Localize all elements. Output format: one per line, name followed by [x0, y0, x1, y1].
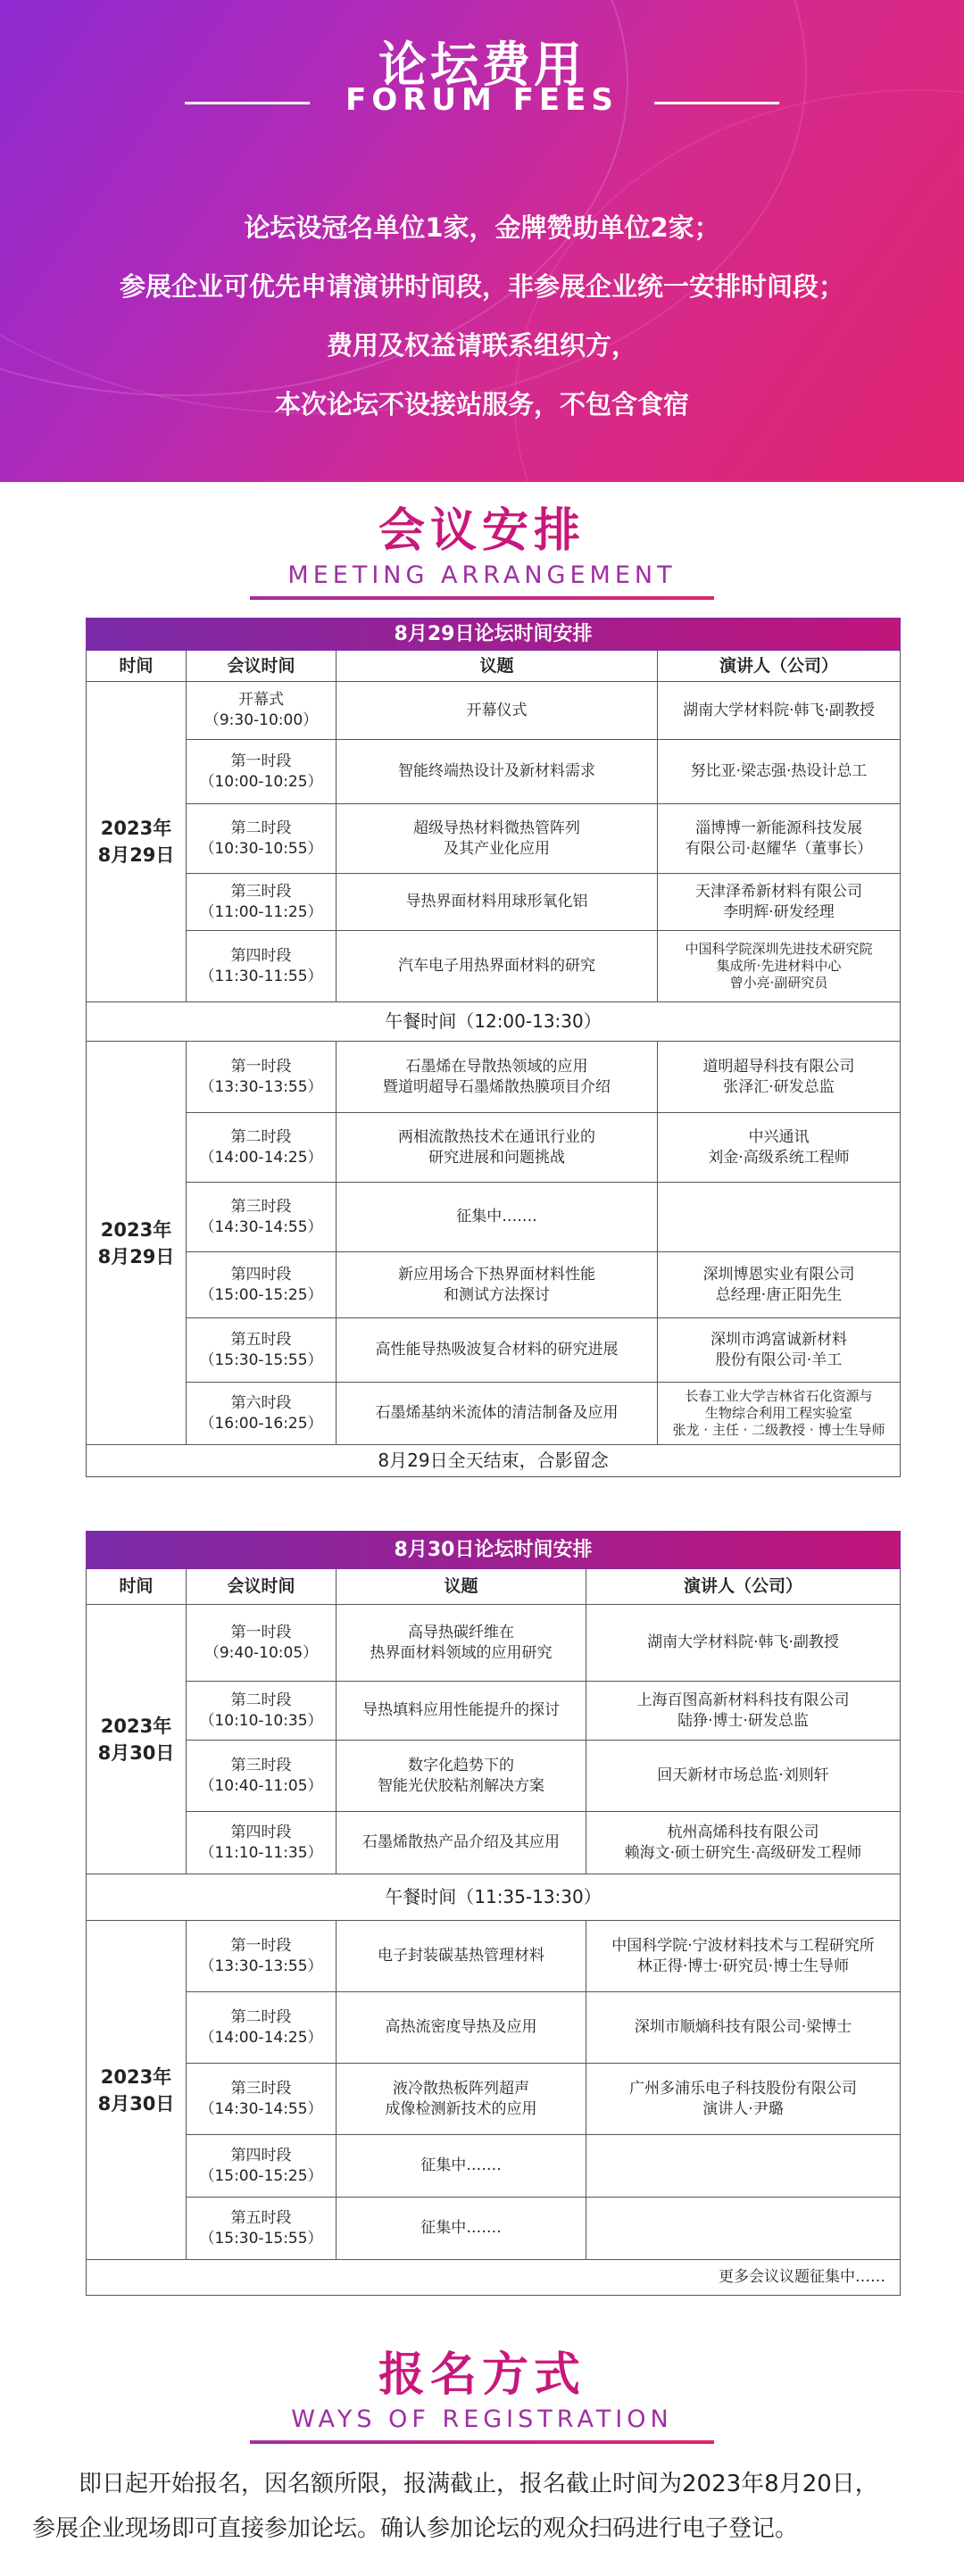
speaker-line: 演讲人·尹璐: [702, 2099, 784, 2118]
slot-cell: [187, 2198, 337, 2260]
slot-time: （11:10-11:35）: [199, 1843, 323, 1862]
speaker-line: 湖南大学材料院·韩飞·副教授: [683, 701, 875, 719]
speaker-cell: [586, 2198, 901, 2260]
speaker-cell: [586, 2135, 901, 2198]
table-caption: 8月29日论坛时间安排: [87, 619, 901, 651]
more-topics-note: 更多会议议题征集中……: [87, 2260, 901, 2296]
slot-time: （11:30-11:55）: [199, 967, 323, 985]
slot-time: （10:40-11:05）: [199, 1776, 323, 1795]
schedule-row: [87, 804, 901, 874]
speaker-cell: [586, 1682, 901, 1741]
slot-time: （10:30-10:55）: [199, 839, 323, 858]
date-cell: [87, 1605, 187, 1874]
registration-header: [0, 2337, 964, 2444]
speaker-line: 有限公司·赵耀华（董事长）: [685, 839, 873, 858]
date-cell: [87, 682, 187, 1002]
fees-text: [0, 198, 964, 434]
speaker-line: 回天新材市场总监·刘则轩: [657, 1766, 829, 1784]
slot-cell: [187, 1605, 337, 1682]
topic-cell: [337, 1183, 658, 1252]
speaker-line: 天津泽希新材料有限公司: [695, 882, 862, 901]
slot-label: 第二时段: [230, 1127, 292, 1146]
slot-cell: [187, 1318, 337, 1383]
schedule-row: [87, 1741, 901, 1812]
topic-line: 智能终端热设计及新材料需求: [398, 762, 595, 780]
speaker-line: 杭州高烯科技有限公司: [667, 1823, 819, 1841]
date-cell: [87, 1921, 187, 2260]
slot-time: （15:00-15:25）: [199, 1285, 323, 1304]
date-line: 2023年: [100, 818, 172, 839]
date-line: 8月29日: [97, 844, 175, 866]
speaker-line: 深圳博恩实业有限公司: [702, 1265, 855, 1284]
speaker-line: 生物综合利用工程实验室: [704, 1405, 852, 1421]
schedule-row: [87, 2135, 901, 2198]
speaker-line: 深圳市鸿富诚新材料: [711, 1330, 847, 1349]
slot-label: 第二时段: [230, 819, 292, 837]
topic-cell: [337, 740, 658, 804]
topic-line: 新应用场合下热界面材料性能: [398, 1265, 595, 1284]
speaker-cell: [658, 1318, 901, 1383]
topic-line: 和测试方法探讨: [444, 1285, 550, 1304]
speaker-line: 中国科学院深圳先进技术研究院: [685, 941, 873, 957]
schedule-row: [87, 1383, 901, 1445]
meeting-header: [0, 493, 964, 600]
speaker-line: 中国科学院·宁波材料技术与工程研究所: [611, 1936, 875, 1955]
speaker-line: 陆狰·博士·研发总监: [677, 1711, 809, 1730]
slot-cell: [187, 682, 337, 740]
slot-time: （15:30-15:55）: [199, 2229, 323, 2248]
slot-time: （13:30-13:55）: [199, 1077, 323, 1096]
schedule-row: [87, 1113, 901, 1183]
speaker-cell: [586, 1741, 901, 1812]
topic-line: 及其产业化应用: [444, 839, 550, 858]
speaker-line: 广州多浦乐电子科技股份有限公司: [629, 2079, 857, 2098]
registration-title: 报名方式: [378, 2348, 586, 2402]
schedule-row: [87, 1252, 901, 1318]
speaker-line: 股份有限公司·羊工: [715, 1350, 843, 1369]
col-header-topic: 议题: [337, 1569, 586, 1605]
speaker-cell: [658, 1183, 901, 1252]
date-line: 2023年: [100, 2065, 172, 2088]
slot-cell: [187, 1252, 337, 1318]
schedule-row: [87, 1812, 901, 1874]
fees-line: 本次论坛不设接站服务，不包含食宿: [274, 389, 689, 420]
speaker-cell: [658, 1113, 901, 1183]
speaker-cell: [586, 2064, 901, 2135]
speaker-line: 中兴通讯: [748, 1127, 810, 1146]
slot-cell: [187, 1042, 337, 1113]
slot-time: （11:00-11:25）: [199, 902, 323, 921]
speaker-cell: [658, 1252, 901, 1318]
topic-cell: [337, 2198, 586, 2260]
speaker-line: 淄博博一新能源科技发展: [695, 819, 862, 837]
col-header-slot: 会议时间: [187, 651, 337, 682]
slot-label: 第五时段: [230, 2208, 292, 2227]
speaker-line: 深圳市顺熵科技有限公司·梁博士: [634, 2018, 852, 2036]
topic-cell: [337, 1605, 586, 1682]
schedule-row: [87, 2198, 901, 2260]
slot-cell: [187, 1383, 337, 1445]
topic-cell: [337, 2064, 586, 2135]
topic-line: 液冷散热板阵列超声: [393, 2079, 529, 2098]
slot-cell: [187, 931, 337, 1002]
fees-banner: [0, 0, 964, 482]
speaker-line: 上海百图高新材料科技有限公司: [636, 1691, 850, 1709]
schedule-row: [87, 682, 901, 740]
slot-label: 第二时段: [230, 1691, 292, 1709]
slot-time: （10:10-10:35）: [199, 1711, 323, 1730]
speaker-line: 刘金·高级系统工程师: [708, 1148, 850, 1167]
slot-time: （15:30-15:55）: [199, 1350, 323, 1369]
fees-line: 费用及权益请联系组织方，: [326, 330, 637, 361]
slot-time: （14:00-14:25）: [199, 2028, 323, 2047]
schedule-row: [87, 1605, 901, 1682]
slot-label: 开幕式: [238, 691, 284, 709]
date-cell: [87, 1042, 187, 1445]
speaker-cell: [658, 1042, 901, 1113]
slot-time: （9:40-10:05）: [204, 1643, 319, 1662]
col-header-topic: 议题: [337, 651, 658, 682]
divider: [250, 596, 714, 600]
topic-cell: [337, 2135, 586, 2198]
topic-line: 石墨烯在导散热领域的应用: [405, 1057, 588, 1076]
divider: [250, 2440, 714, 2444]
speaker-line: 张龙 · 主任 · 二级教授 · 博士生导师: [672, 1422, 885, 1438]
date-line: 8月29日: [97, 1245, 175, 1267]
topic-line: 暨道明超导石墨烯散热膜项目介绍: [383, 1077, 611, 1096]
slot-label: 第五时段: [230, 1330, 292, 1349]
slot-time: （14:00-14:25）: [199, 1148, 323, 1167]
date-line: 8月30日: [97, 1741, 175, 1764]
slot-time: （15:00-15:25）: [199, 2166, 323, 2185]
speaker-line: 集成所·先进材料中心: [716, 958, 842, 974]
slot-time: （14:30-14:55）: [199, 1217, 323, 1236]
slot-label: 第三时段: [230, 882, 292, 901]
col-header-speaker: 演讲人（公司）: [658, 651, 901, 682]
topic-line: 研究进展和问题挑战: [428, 1148, 565, 1167]
slot-label: 第三时段: [230, 1197, 292, 1216]
slot-label: 第四时段: [230, 1265, 292, 1284]
speaker-cell: [586, 1812, 901, 1874]
table-caption: 8月30日论坛时间安排: [87, 1532, 901, 1569]
topic-line: 汽车电子用热界面材料的研究: [398, 957, 595, 975]
slot-time: （14:30-14:55）: [199, 2099, 323, 2118]
schedule-table-day1: [86, 618, 901, 1477]
date-line: 8月30日: [97, 2092, 175, 2115]
topic-line: 高热流密度导热及应用: [385, 2018, 537, 2036]
slot-cell: [187, 1741, 337, 1812]
topic-cell: [337, 1921, 586, 1992]
day-end-row: 8月29日全天结束，合影留念: [87, 1445, 901, 1477]
col-header-speaker: 演讲人（公司）: [586, 1569, 901, 1605]
speaker-line: 曾小亮·副研究员: [729, 975, 828, 991]
topic-cell: [337, 931, 658, 1002]
slot-time: （10:00-10:25）: [199, 772, 323, 791]
speaker-cell: [586, 1921, 901, 1992]
speaker-line: 道明超导科技有限公司: [702, 1057, 855, 1076]
topic-cell: [337, 1812, 586, 1874]
topic-line: 征集中…….: [420, 2156, 502, 2174]
topic-line: 数字化趋势下的: [408, 1756, 514, 1774]
topic-line: 智能光伏胶粘剂解决方案: [378, 1776, 544, 1795]
slot-cell: [187, 2135, 337, 2198]
schedule-row: [87, 740, 901, 804]
slot-label: 第一时段: [230, 1057, 292, 1076]
topic-line: 热界面材料领域的应用研究: [370, 1643, 553, 1662]
date-line: 2023年: [100, 1715, 172, 1737]
speaker-line: 努比亚·梁志强·热设计总工: [690, 762, 868, 780]
slot-cell: [187, 874, 337, 931]
lunch-row: 午餐时间（12:00-13:30）: [87, 1002, 901, 1042]
fees-title: 论坛费用: [378, 37, 586, 93]
slot-cell: [187, 1682, 337, 1741]
topic-line: 开幕仪式: [466, 701, 528, 719]
schedule-row: [87, 1921, 901, 1992]
speaker-line: 湖南大学材料院·韩飞·副教授: [647, 1633, 839, 1651]
slot-cell: [187, 1183, 337, 1252]
schedule-row: [87, 1318, 901, 1383]
topic-line: 导热界面材料用球形氧化铝: [405, 893, 588, 910]
topic-line: 超级导热材料微热管阵列: [413, 819, 580, 837]
topic-cell: [337, 1682, 586, 1741]
fees-line: 参展企业可优先申请演讲时间段，非参展企业统一安排时间段；: [119, 271, 844, 302]
registration-line: 参展企业现场即可直接参加论坛。确认参加论坛的观众扫码进行电子登记。: [32, 2515, 799, 2542]
speaker-line: 总经理·唐正阳先生: [715, 1285, 843, 1304]
speaker-line: 长春工业大学吉林省石化资源与: [685, 1388, 873, 1404]
topic-cell: [337, 1741, 586, 1812]
topic-line: 成像检测新技术的应用: [385, 2099, 537, 2118]
speaker-cell: [658, 682, 901, 740]
topic-line: 征集中…….: [456, 1208, 537, 1226]
registration-text: [32, 2462, 934, 2551]
lunch-row: 午餐时间（11:35-13:30）: [87, 1874, 901, 1921]
registration-line: 即日起开始报名，因名额所限，报满截止，报名截止时间为2023年8月20日，: [79, 2471, 878, 2497]
slot-cell: [187, 2064, 337, 2135]
schedule-row: [87, 1682, 901, 1741]
slot-label: 第四时段: [230, 1823, 292, 1841]
topic-line: 导热填料应用性能提升的探讨: [362, 1701, 560, 1719]
speaker-cell: [586, 1992, 901, 2064]
schedule-row: [87, 874, 901, 931]
slot-label: 第一时段: [230, 1623, 292, 1641]
topic-cell: [337, 682, 658, 740]
schedule-table-day2: [86, 1531, 901, 2296]
slot-time: （13:30-13:55）: [199, 1957, 323, 1975]
slot-cell: [187, 1812, 337, 1874]
topic-cell: [337, 1318, 658, 1383]
slot-cell: [187, 1921, 337, 1992]
col-header-time: 时间: [87, 651, 187, 682]
slot-time: （9:30-10:00）: [204, 711, 319, 729]
col-header-slot: 会议时间: [187, 1569, 337, 1605]
slot-label: 第六时段: [230, 1393, 292, 1412]
speaker-cell: [658, 804, 901, 874]
topic-line: 征集中…….: [420, 2219, 502, 2237]
meeting-subtitle: MEETING ARRANGEMENT: [287, 561, 677, 589]
speaker-line: 赖海文·硕士研究生·高级研发工程师: [624, 1843, 862, 1862]
topic-cell: [337, 1992, 586, 2064]
speaker-line: 李明辉·研发经理: [723, 902, 835, 921]
slot-label: 第四时段: [230, 2146, 292, 2165]
slot-label: 第二时段: [230, 2007, 292, 2026]
fees-line: 论坛设冠名单位1家，金牌赞助单位2家；: [244, 212, 720, 243]
slot-label: 第三时段: [230, 1756, 292, 1774]
slot-cell: [187, 1992, 337, 2064]
topic-line: 石墨烯基纳米流体的清洁制备及应用: [375, 1404, 619, 1422]
topic-cell: [337, 804, 658, 874]
slot-cell: [187, 804, 337, 874]
col-header-time: 时间: [87, 1569, 187, 1605]
slot-label: 第四时段: [230, 946, 292, 965]
schedule-row: [87, 931, 901, 1002]
registration-subtitle: WAYS OF REGISTRATION: [291, 2406, 673, 2433]
topic-cell: [337, 1383, 658, 1445]
date-line: 2023年: [100, 1218, 172, 1241]
slot-cell: [187, 1113, 337, 1183]
speaker-cell: [658, 874, 901, 931]
slot-time: （16:00-16:25）: [199, 1414, 323, 1433]
speaker-cell: [586, 1605, 901, 1682]
speaker-line: 张泽汇·研发总监: [723, 1077, 835, 1096]
topic-line: 两相流散热技术在通讯行业的: [398, 1127, 595, 1146]
topic-line: 高导热碳纤维在: [408, 1623, 514, 1641]
schedule-row: [87, 1042, 901, 1113]
speaker-cell: [658, 931, 901, 1002]
slot-label: 第一时段: [230, 752, 292, 770]
fees-subtitle: FORUM FEES: [319, 82, 645, 118]
topic-cell: [337, 1042, 658, 1113]
topic-line: 石墨烯散热产品介绍及其应用: [362, 1833, 560, 1851]
topic-line: 电子封装碳基热管理材料: [378, 1947, 544, 1965]
slot-label: 第三时段: [230, 2079, 292, 2098]
topic-cell: [337, 1252, 658, 1318]
meeting-title: 会议安排: [378, 504, 586, 558]
speaker-line: 林正得·博士·研究员·博士生导师: [636, 1957, 850, 1975]
topic-line: 高性能导热吸波复合材料的研究进展: [375, 1341, 619, 1359]
speaker-cell: [658, 1383, 901, 1445]
schedule-row: [87, 2064, 901, 2135]
schedule-row: [87, 1183, 901, 1252]
schedule-row: [87, 1992, 901, 2064]
slot-label: 第一时段: [230, 1936, 292, 1955]
speaker-cell: [658, 740, 901, 804]
topic-cell: [337, 1113, 658, 1183]
slot-cell: [187, 740, 337, 804]
topic-cell: [337, 874, 658, 931]
